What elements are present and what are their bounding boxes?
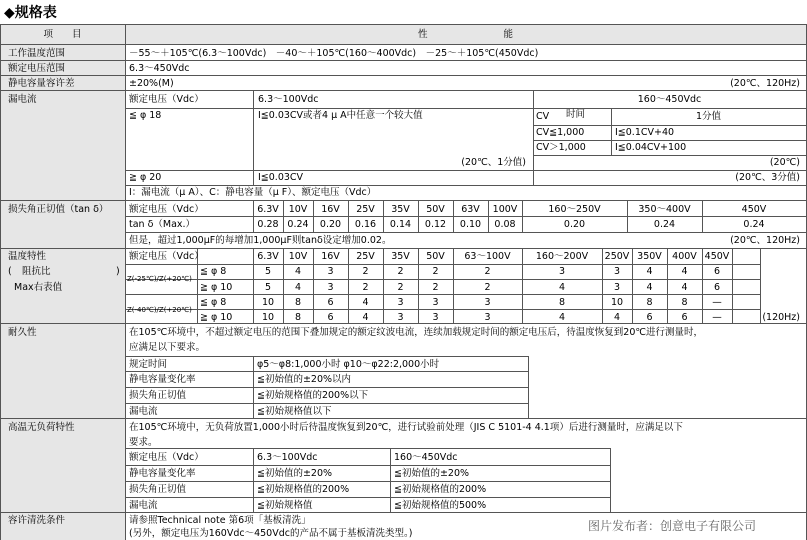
shelf-item-value: ≦初始规格值的500% bbox=[394, 500, 487, 511]
tan-value-cell: 0.24 bbox=[743, 219, 765, 230]
row-label: Max右表值 bbox=[14, 282, 63, 293]
grid-line bbox=[253, 448, 254, 512]
grid-line bbox=[0, 200, 806, 201]
shelf-item-key: 损失角正切值 bbox=[129, 484, 187, 495]
endurance-item-value: φ5～φ8:1,000小时 φ10～φ22:2,000小时 bbox=[257, 359, 440, 370]
grid-line bbox=[125, 294, 760, 295]
cap-tolerance-value: ±20%(M) bbox=[129, 78, 174, 89]
grid-line bbox=[125, 216, 806, 217]
temp-voltage-cell: 63～100V bbox=[464, 251, 511, 262]
impedance-cell: 8 bbox=[681, 297, 688, 308]
impedance-cell: 6 bbox=[713, 282, 721, 293]
impedance-cell: 3 bbox=[484, 312, 491, 323]
tan-voltage-cell: 6.3V bbox=[257, 204, 279, 215]
shelf-item-value: ≦初始规格值的200% bbox=[257, 484, 350, 495]
grid-line bbox=[125, 465, 610, 466]
grid-line bbox=[125, 356, 528, 357]
impedance-cell: 6 bbox=[327, 312, 334, 323]
leakage-low-range: 6.3～100Vdc bbox=[258, 94, 319, 105]
endurance-description: 在105℃环境中，不超过额定电压的范围下叠加规定的额定纹波电流，连续加载规定时间的额定电压后，待温度恢复到20℃进行测量时， bbox=[129, 327, 704, 338]
impedance-cell: 2 bbox=[484, 266, 491, 277]
tan-value-cell: 0.24 bbox=[287, 219, 309, 230]
tan-value-cell: 0.16 bbox=[354, 219, 377, 230]
case-size: ≧ φ 10 bbox=[200, 312, 233, 323]
leakage-phi20-formula: I≦0.03CV bbox=[258, 172, 304, 183]
shelf-item-key: 漏电流 bbox=[129, 500, 158, 511]
impedance-cell: 3 bbox=[327, 282, 334, 293]
tan-voltage-cell: 100V bbox=[492, 204, 518, 215]
grid-line bbox=[125, 170, 533, 171]
tan-voltage-cell: 160～250V bbox=[548, 204, 601, 215]
tan-value-cell: 0.14 bbox=[389, 219, 412, 230]
temp-voltage-cell: 350V bbox=[637, 251, 662, 262]
impedance-cell: 2 bbox=[484, 282, 491, 293]
tan-voltage-cell: 350～400V bbox=[638, 204, 691, 215]
impedance-cell: 4 bbox=[294, 282, 302, 293]
impedance-cell: 2 bbox=[432, 282, 439, 293]
shelf-high-range: 160～450Vdc bbox=[394, 452, 458, 463]
impedance-cell: 2 bbox=[397, 282, 404, 293]
endurance-item-key: 损失角正切值 bbox=[129, 390, 187, 401]
tan-voltage-cell: 35V bbox=[391, 204, 410, 215]
grid-line bbox=[533, 155, 806, 156]
row-label: 漏电流 bbox=[8, 94, 37, 105]
temp-voltage-cell: 35V bbox=[391, 251, 410, 262]
condition-text: (20℃、120Hz) bbox=[730, 78, 800, 89]
leakage-phi18-formula: I≦0.03CV或者4 μ A中任意一个较大值 bbox=[258, 110, 423, 121]
tan-voltage-cell: 450V bbox=[741, 204, 767, 215]
temp-voltage-cell: 250V bbox=[604, 251, 630, 262]
impedance-cell: 3 bbox=[327, 266, 334, 277]
tan-value-cell: 0.20 bbox=[563, 219, 586, 230]
impedance-cell: 8 bbox=[646, 297, 653, 308]
leakage-voltage-label: 额定电压（Vdc） bbox=[129, 94, 204, 105]
temp-voltage-cell: 450V bbox=[704, 251, 730, 262]
tan-value-cell: 0.10 bbox=[459, 219, 482, 230]
shelf-voltage-label: 额定电压（Vdc） bbox=[129, 452, 204, 463]
impedance-cell: 8 bbox=[294, 312, 302, 323]
condition-text: (120Hz) bbox=[762, 312, 800, 323]
endurance-item-value: ≦初始规格值的200%以下 bbox=[257, 390, 369, 401]
impedance-cell: 8 bbox=[294, 297, 302, 308]
case-size: ≦ φ 8 bbox=[200, 297, 227, 308]
impedance-cell: 5 bbox=[264, 282, 272, 293]
tan-value-cell: 0.28 bbox=[257, 219, 279, 230]
leakage-phi20: ≧ φ 20 bbox=[129, 172, 162, 183]
impedance-cell: 10 bbox=[261, 312, 275, 323]
tan-label: tan δ（Max.） bbox=[129, 219, 196, 230]
leakage-cv-value: I≦0.1CV+40 bbox=[615, 127, 675, 138]
leakage-cv-header: CV bbox=[536, 111, 550, 122]
impedance-cell: 10 bbox=[610, 297, 624, 308]
endurance-item-value: ≦初始规格值以下 bbox=[257, 406, 332, 417]
shelf-item-value: ≦初始规格值的200% bbox=[394, 484, 487, 495]
impedance-cell: 4 bbox=[294, 266, 302, 277]
bracket: ( bbox=[8, 266, 12, 277]
leakage-cv-row: CV≦1,000 bbox=[536, 127, 585, 138]
temp-voltage-cell: 25V bbox=[356, 251, 375, 262]
shelf-low-range: 6.3～100Vdc bbox=[257, 452, 318, 463]
shelf-item-value: ≦初始值的±20% bbox=[257, 468, 333, 479]
grid-line bbox=[125, 403, 528, 404]
watermark: 图片发布者：创意电子有限公司 bbox=[588, 519, 757, 533]
grid-line bbox=[0, 418, 806, 419]
grid-line bbox=[253, 356, 254, 418]
case-size: ≦ φ 8 bbox=[200, 266, 227, 277]
grid-line bbox=[0, 512, 806, 513]
impedance-cell: 6 bbox=[681, 312, 688, 323]
rated-voltage-value: 6.3～450Vdc bbox=[129, 63, 190, 74]
tan-voltage-cell: 16V bbox=[321, 204, 340, 215]
row-label: 工作温度范围 bbox=[8, 48, 66, 59]
temp-voltage-label: 额定电压（Vdc） bbox=[129, 251, 204, 262]
shelf-description: 要求。 bbox=[129, 437, 158, 448]
leakage-one-min: 1分值 bbox=[695, 111, 722, 122]
tan-voltage-cell: 10V bbox=[288, 204, 308, 215]
grid-line bbox=[0, 44, 806, 45]
impedance-cell: 4 bbox=[613, 312, 621, 323]
condition-text: (20℃、120Hz) bbox=[730, 235, 800, 246]
wash-line: 请参照Technical note 第6项「基板清洗」 bbox=[129, 515, 311, 526]
grid-line bbox=[125, 497, 610, 498]
row-label: 阻抗比 bbox=[22, 266, 51, 277]
leakage-high-range: 160～450Vdc bbox=[637, 94, 702, 105]
grid-line bbox=[0, 24, 806, 25]
row-label: 额定电压范围 bbox=[8, 63, 66, 74]
impedance-cell: 3 bbox=[397, 297, 404, 308]
impedance-cell: 4 bbox=[362, 297, 369, 308]
impedance-cell: 10 bbox=[261, 297, 275, 308]
impedance-cell: 4 bbox=[558, 282, 566, 293]
temp-voltage-cell: 10V bbox=[288, 251, 308, 262]
grid-line bbox=[125, 232, 806, 233]
temp-voltage-cell: 160～200V bbox=[535, 251, 589, 262]
impedance-cell: 3 bbox=[484, 297, 491, 308]
impedance-cell: 6 bbox=[327, 297, 334, 308]
row-label: 容许清洗条件 bbox=[8, 515, 66, 526]
tan-value-cell: 0.20 bbox=[319, 219, 342, 230]
endurance-item-value: ≦初始值的±20%以内 bbox=[257, 374, 352, 385]
impedance-cell: 4 bbox=[362, 312, 369, 323]
impedance-cell: 5 bbox=[264, 266, 272, 277]
leakage-time-header: 时间 bbox=[566, 109, 586, 120]
impedance-cell: 6 bbox=[713, 266, 721, 277]
grid-line bbox=[125, 309, 760, 310]
case-size: ≧ φ 10 bbox=[200, 282, 233, 293]
row-label-bg bbox=[0, 90, 125, 200]
impedance-cell: 4 bbox=[646, 266, 653, 277]
header-performance: 性 能 bbox=[417, 29, 513, 40]
grid-line bbox=[390, 448, 391, 512]
temp-voltage-cell: 50V bbox=[426, 251, 445, 262]
grid-line bbox=[732, 248, 733, 323]
tan-value-cell: 0.24 bbox=[653, 219, 676, 230]
impedance-cell: 8 bbox=[558, 297, 566, 308]
row-label: 耐久性 bbox=[8, 327, 37, 338]
impedance-cell: 4 bbox=[681, 282, 688, 293]
grid-line bbox=[0, 248, 806, 249]
impedance-cell: 3 bbox=[558, 266, 566, 277]
header-item: 项 目 bbox=[43, 29, 82, 40]
impedance-cell: 2 bbox=[362, 282, 369, 293]
grid-line bbox=[125, 371, 528, 372]
impedance-ratio-label: Z(-25℃)/Z(+20℃) bbox=[127, 275, 192, 283]
grid-line bbox=[528, 356, 529, 418]
grid-line bbox=[0, 90, 806, 91]
temp-range-value: －55～＋105℃(6.3～100Vdc) －40～＋105℃(160～400Vdc) －25～＋105℃(450Vdc) bbox=[129, 48, 539, 59]
grid-line bbox=[253, 90, 254, 185]
impedance-cell: 4 bbox=[646, 282, 653, 293]
condition-text: (20℃、1分值) bbox=[461, 157, 526, 168]
tan-voltage-cell: 50V bbox=[426, 204, 445, 215]
impedance-cell: 3 bbox=[432, 297, 439, 308]
endurance-item-key: 静电容量变化率 bbox=[129, 374, 196, 385]
grid-line bbox=[0, 60, 806, 61]
impedance-ratio-label: Z(-40℃)/Z(+20℃) bbox=[127, 306, 192, 314]
tan-value-cell: 0.12 bbox=[424, 219, 447, 230]
impedance-cell: 4 bbox=[681, 266, 688, 277]
impedance-cell: 3 bbox=[432, 312, 439, 323]
grid-line bbox=[125, 448, 610, 449]
endurance-description: 应满足以下要求。 bbox=[129, 342, 206, 353]
bracket: ) bbox=[116, 266, 120, 277]
tan-voltage-cell: 63V bbox=[461, 204, 480, 215]
tan-voltage-label: 额定电压（Vdc） bbox=[129, 204, 204, 215]
grid-line bbox=[0, 75, 806, 76]
grid-line bbox=[125, 481, 610, 482]
impedance-cell: 2 bbox=[397, 266, 404, 277]
impedance-cell: 2 bbox=[362, 266, 369, 277]
temp-voltage-cell: 16V bbox=[321, 251, 340, 262]
tan-value-cell: 0.08 bbox=[494, 219, 516, 230]
grid-line bbox=[610, 448, 611, 512]
endurance-item-key: 规定时间 bbox=[129, 359, 168, 370]
grid-line bbox=[125, 108, 806, 109]
impedance-cell: 3 bbox=[397, 312, 404, 323]
impedance-cell: — bbox=[712, 297, 722, 308]
endurance-item-key: 漏电流 bbox=[129, 406, 158, 417]
condition-text: (20℃、3分值) bbox=[735, 172, 800, 183]
shelf-item-value: ≦初始规格值 bbox=[257, 500, 313, 511]
leakage-phi18: ≦ φ 18 bbox=[129, 110, 162, 121]
impedance-cell: 3 bbox=[613, 266, 621, 277]
row-label: 高温无负荷特性 bbox=[8, 422, 75, 433]
shelf-item-key: 静电容量变化率 bbox=[129, 468, 196, 479]
tan-voltage-cell: 25V bbox=[356, 204, 375, 215]
grid-line bbox=[0, 24, 1, 540]
impedance-cell: — bbox=[712, 312, 722, 323]
leakage-cv-value: I≦0.04CV+100 bbox=[615, 142, 687, 153]
temp-voltage-cell: 400V bbox=[672, 251, 697, 262]
row-label: 静电容量容许差 bbox=[8, 78, 75, 89]
temp-voltage-cell: 6.3V bbox=[257, 251, 279, 262]
impedance-cell: 3 bbox=[613, 282, 621, 293]
condition-text: (20℃) bbox=[769, 157, 800, 168]
row-label: 损失角正切值（tan δ） bbox=[8, 204, 109, 215]
shelf-item-value: ≦初始值的±20% bbox=[394, 468, 470, 479]
impedance-cell: 4 bbox=[558, 312, 566, 323]
grid-line bbox=[125, 387, 528, 388]
row-label: 温度特性 bbox=[8, 251, 47, 262]
tan-note: 但是，超过1,000μF的每增加1,000μF则tanδ设定增加0.02。 bbox=[129, 235, 392, 246]
shelf-description: 在105℃环境中，无负荷放置1,000小时后待温度恢复到20℃，进行试验前处理（JIS C 5101-4 4.1项）后进行测量时，应满足以下 bbox=[129, 422, 683, 433]
impedance-cell: 6 bbox=[646, 312, 653, 323]
page-title: ◆规格表 bbox=[4, 5, 57, 21]
grid-line bbox=[125, 24, 126, 540]
impedance-cell: 2 bbox=[432, 266, 439, 277]
grid-line bbox=[125, 279, 760, 280]
leakage-note: I：漏电流（μ A）、C：静电容量（μ F）、额定电压（Vdc） bbox=[129, 187, 377, 198]
wash-line: (另外，额定电压为160Vdc～450Vdc的产品不属于基板清洗类型。) bbox=[129, 528, 413, 539]
leakage-cv-row: CV＞1,000 bbox=[536, 142, 586, 153]
grid-line bbox=[760, 248, 761, 323]
